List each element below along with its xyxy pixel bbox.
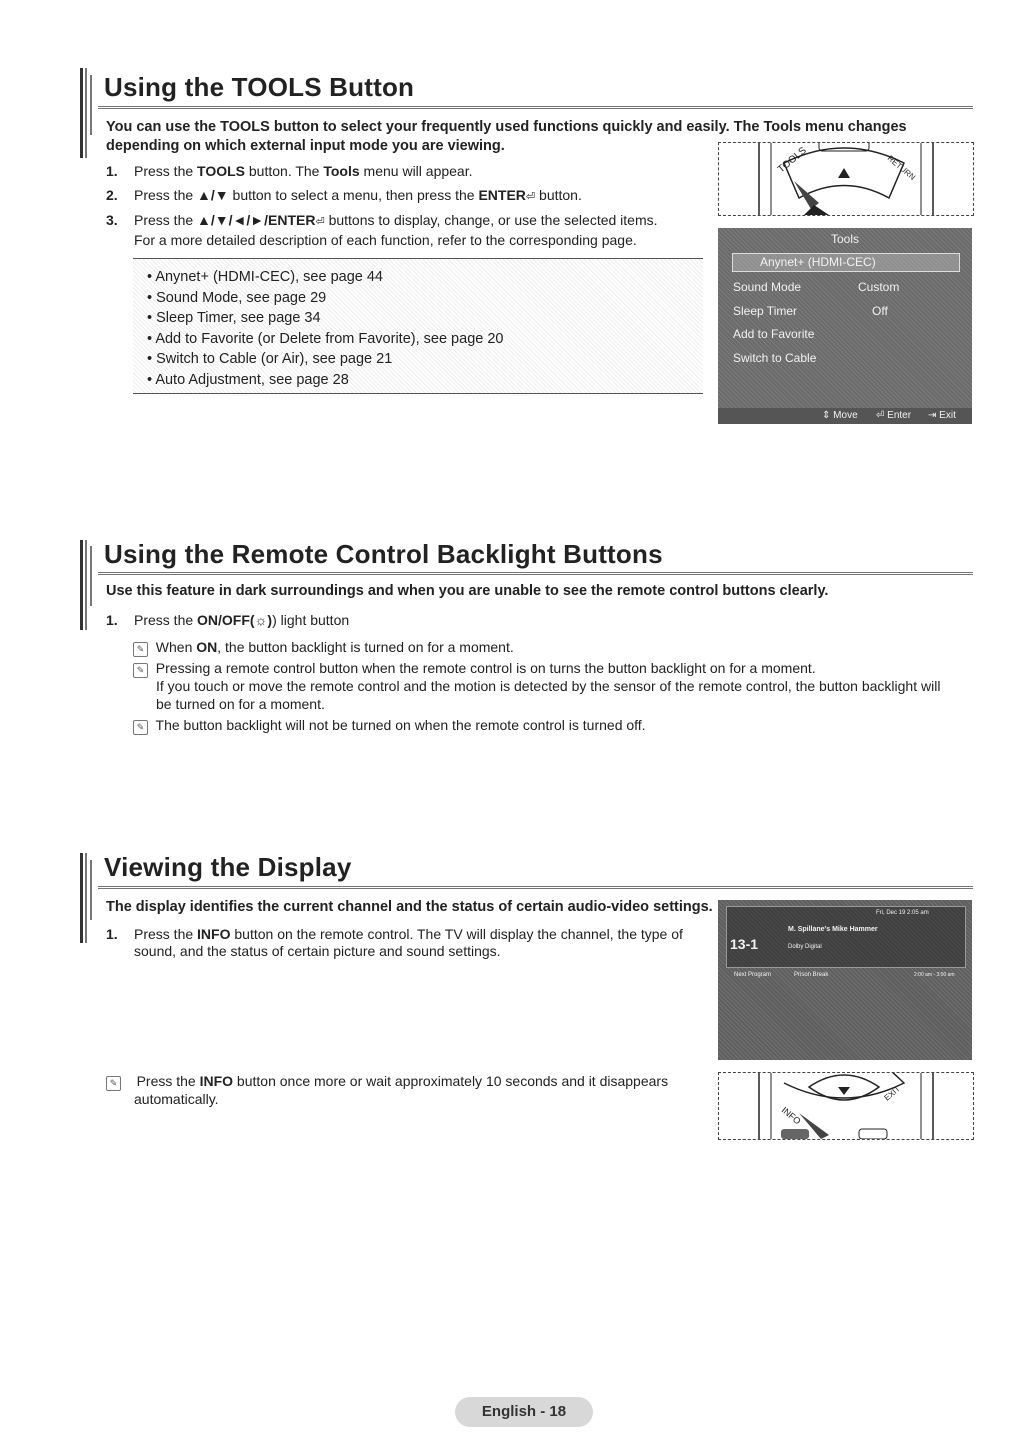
channel-number: 13-1 (730, 936, 759, 952)
section-bar (85, 68, 87, 158)
step-item: 1. Press the TOOLS button. The Tools menu will appear. (106, 163, 473, 179)
svg-text:TOOLS: TOOLS (775, 145, 809, 176)
menu-item-value: Custom (858, 280, 900, 294)
remote-tools-icon (719, 143, 973, 215)
note-icon: ✎ (133, 663, 148, 678)
menu-item-label: Sound Mode (733, 280, 802, 294)
step-item: 3. Press the ▲/▼/◄/►/ENTER⏎ buttons to display, change, or use the selected items. (106, 212, 658, 228)
step-item-cont: For a more detailed description of each function, refer to the corresponding page. (134, 232, 637, 248)
note-item: ✎ Press the INFO button once more or wait approximately 10 seconds and it disappears (106, 1072, 668, 1091)
list-item: • Sleep Timer, see page 34 (147, 308, 703, 329)
svg-text:INFO: INFO (779, 1104, 803, 1127)
section-bar (90, 75, 92, 135)
note-item: ✎ The button backlight will not be turned on when the remote control is turned off. (133, 716, 646, 735)
svg-text:RETURN: RETURN (885, 153, 918, 182)
info-display-screen (718, 900, 972, 1060)
list-item: • Switch to Cable (or Air), see page 21 (147, 349, 703, 370)
section-rule (98, 572, 973, 575)
section-bar (80, 68, 83, 158)
section-bar (80, 540, 83, 630)
list-item: • Sound Mode, see page 29 (147, 288, 703, 309)
menu-item-label: Anynet+ (HDMI-CEC) (760, 255, 876, 269)
exit-label: ⇥ Exit (928, 410, 956, 421)
note-item-cont: If you touch or move the remote control and the motion is detected by the sensor of the remote control, the button backlight will (156, 678, 941, 694)
enter-icon: ⏎ (876, 410, 885, 421)
menu-item-label: Add to Favorite (733, 327, 815, 341)
note-icon: ✎ (106, 1076, 121, 1091)
tools-menu-screen (718, 228, 972, 424)
feature-list (133, 258, 703, 394)
svg-text:EXIT: EXIT (882, 1084, 902, 1103)
info-banner (726, 906, 966, 968)
program-title: M. Spillane's Mike Hammer (788, 926, 878, 933)
section-bar (80, 853, 83, 943)
date-time: Fri, Dec 19 2:05 am (876, 910, 929, 916)
note-item: ✎ When ON, the button backlight is turned on for a moment. (133, 638, 514, 657)
enter-icon: ⏎ (525, 191, 536, 203)
note-icon: ✎ (133, 720, 148, 735)
section-bar (85, 540, 87, 630)
menu-item-label: Switch to Cable (733, 351, 817, 365)
list-item: • Auto Adjustment, see page 28 (147, 370, 703, 391)
time-range: 2:00 am - 3:00 am (914, 972, 955, 978)
section-lead: You can use the TOOLS button to select your frequently used functions quickly and easily. The Tools menu changes depending on which external input mode you are viewing. (106, 119, 907, 154)
step-item: 1. Press the ON/OFF(☼)) light button (106, 612, 350, 628)
list-item: • Add to Favorite (or Delete from Favorite), see page 20 (147, 329, 703, 350)
section-lead: Use this feature in dark surroundings and when you are unable to see the remote control buttons clearly. (106, 583, 829, 599)
step-item-cont: sound, and the status of certain picture and sound settings. (134, 943, 501, 959)
next-label: Next Program (734, 972, 772, 978)
move-icon: ⇕ (822, 410, 831, 421)
menu-title: Tools (830, 232, 859, 246)
bulb-icon: ☼ (254, 612, 268, 628)
step-item: 2. Press the ▲/▼ button to select a menu, then press the ENTER⏎ button. (106, 187, 582, 203)
section-title: Using the TOOLS Button (104, 72, 415, 102)
remote-illustration (718, 1072, 974, 1140)
page-number: English - 18 (455, 1397, 593, 1427)
enter-icon: ⏎ (315, 216, 325, 228)
enter-label: ⏎ Enter (876, 410, 912, 421)
section-title: Using the Remote Control Backlight Buttons (104, 539, 663, 569)
section-bar (90, 860, 92, 920)
exit-icon: ⇥ (928, 410, 937, 421)
section-rule (98, 106, 973, 109)
section-lead: The display identifies the current channel and the status of certain audio-video settings. (106, 899, 713, 915)
remote-illustration (718, 142, 974, 216)
section-title: Viewing the Display (104, 852, 352, 882)
list-item: • Anynet+ (HDMI-CEC), see page 44 (147, 267, 703, 288)
step-item: 1. Press the INFO button on the remote control. The TV will display the channel, the type of (106, 926, 683, 942)
note-item: ✎ Pressing a remote control button when the remote control is on turns the button backlight on for a moment. (133, 659, 816, 678)
menu-item-label: Sleep Timer (733, 304, 798, 318)
next-title: Prison Break (794, 972, 829, 978)
note-item-cont: be turned on for a moment. (156, 696, 325, 712)
section-bar (90, 546, 92, 606)
section-rule (98, 886, 973, 889)
note-icon: ✎ (133, 642, 148, 657)
audio-type: Dolby Digital (788, 944, 822, 950)
menu-item-value: Off (872, 304, 888, 318)
section-bar (85, 853, 87, 943)
note-item-cont: automatically. (134, 1091, 219, 1107)
move-label: ⇕ Move (822, 410, 858, 421)
remote-info-icon (719, 1073, 973, 1139)
